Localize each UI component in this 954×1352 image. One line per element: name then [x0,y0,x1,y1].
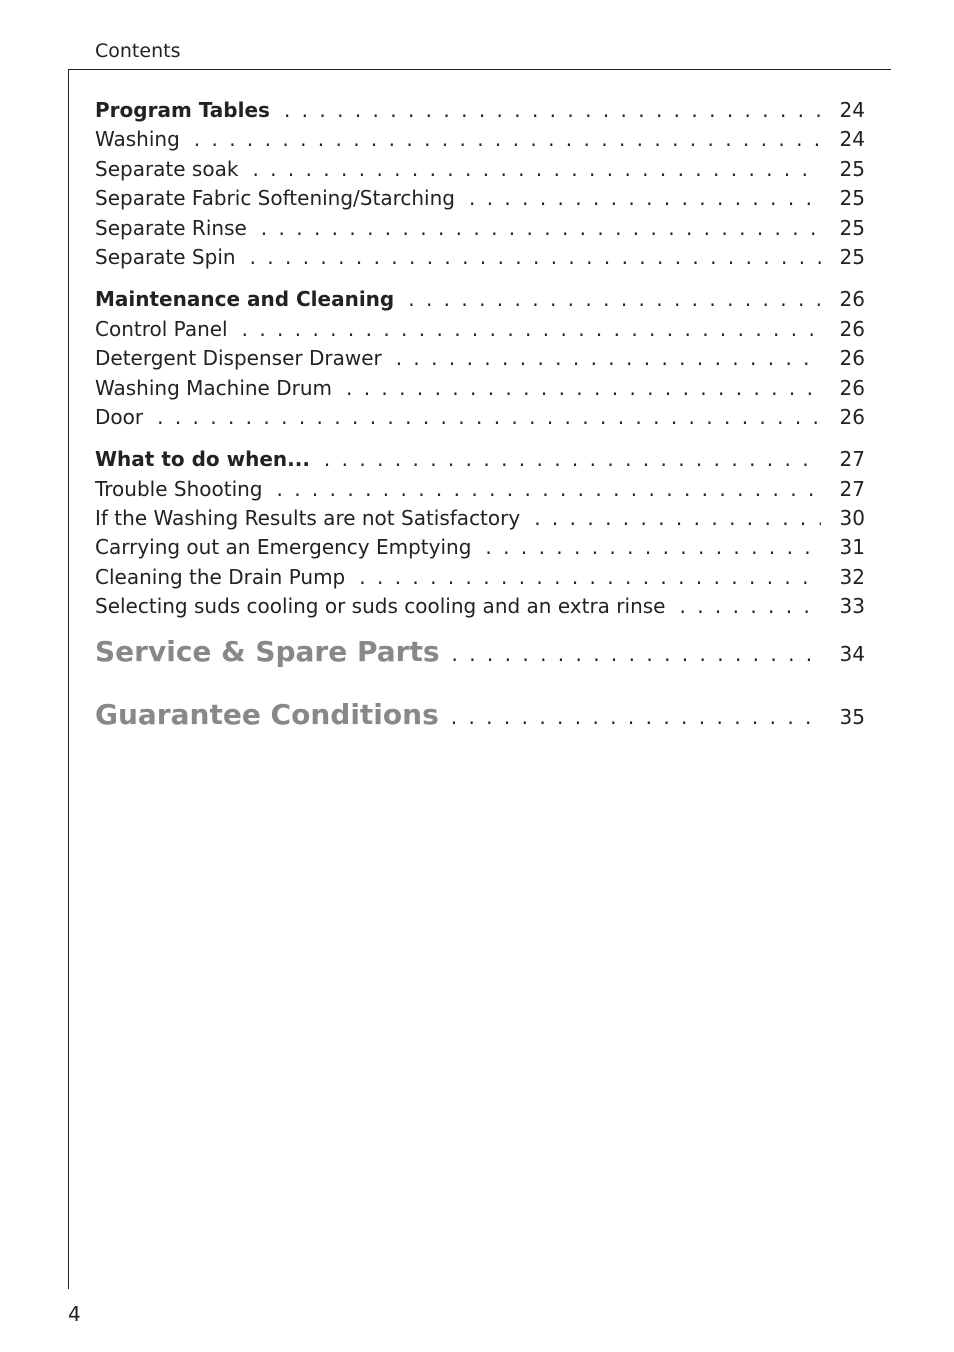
toc-entry-label: Washing [95,127,180,152]
toc-section-what-to-do [95,445,865,621]
toc-entry[interactable] [95,563,865,592]
toc-entry[interactable] [95,214,865,243]
dot-leader [451,705,821,729]
toc-entry-page: 30 [839,506,865,531]
dot-leader [346,374,821,403]
toc-entry-label: Maintenance and Cleaning [95,287,395,312]
dot-leader [485,533,821,562]
toc-entry[interactable] [95,403,865,432]
dot-leader [277,475,822,504]
toc-entry[interactable] [95,155,865,184]
toc-entry-label: Carrying out an Emergency Emptying [95,535,472,560]
toc-section-maintenance [95,285,865,432]
toc-entry-page: 27 [839,447,865,472]
toc-entry[interactable] [95,184,865,213]
toc-major-page: 35 [839,704,865,729]
toc-entry-label: Detergent Dispenser Drawer [95,346,382,371]
toc-entry-label: What to do when... [95,447,310,472]
toc-entry-label: Selecting suds cooling or suds cooling and an extra rinse [95,594,666,619]
toc-entry-page: 25 [839,215,865,240]
toc-entry-page: 24 [839,98,865,122]
toc-entry-page: 32 [839,564,865,589]
toc-major-label: Service & Spare Parts [95,634,440,668]
dot-leader [252,155,821,184]
toc-entry-page: 24 [839,127,865,152]
toc-entry-page: 31 [839,535,865,560]
toc-entry[interactable] [95,592,865,621]
dot-leader [469,184,821,213]
toc-entry-page: 26 [839,287,865,312]
toc-major-label: Guarantee Conditions [95,697,439,731]
toc-entry-label: Separate Fabric Softening/Starching [95,186,455,211]
toc-entry-page: 26 [839,316,865,341]
dot-leader [242,315,821,344]
toc-entry[interactable] [95,243,865,272]
toc-entry[interactable] [95,504,865,533]
toc-major-guarantee-conditions[interactable] [95,698,865,757]
toc-entry-page: 25 [839,156,865,181]
toc-entry-page: 25 [839,244,865,269]
dot-leader [324,445,821,474]
margin-rule [68,69,69,1289]
dot-leader [250,243,821,272]
dot-leader [396,344,821,373]
toc-entry-page: 27 [839,476,865,501]
dot-leader [157,403,821,432]
toc-major-page: 34 [839,641,865,666]
dot-leader [261,214,821,243]
dot-leader [194,125,821,154]
toc-entry-label: Washing Machine Drum [95,375,332,400]
toc-entry-label: Control Panel [95,316,228,341]
header-rule [68,69,891,70]
toc-entry[interactable] [95,445,865,474]
toc-entry-page: 26 [839,375,865,400]
dot-leader [452,642,822,666]
dot-leader [284,96,821,125]
toc-entry[interactable] [95,285,865,314]
toc-entry-label: Trouble Shooting [95,476,263,501]
toc-entry-page: 33 [839,594,865,619]
toc-entry-label: Separate soak [95,156,239,181]
toc-entry[interactable] [95,315,865,344]
toc-entry[interactable] [95,533,865,562]
toc-section-program-tables [95,96,865,272]
toc-entry-label: If the Washing Results are not Satisfactory [95,506,521,531]
dot-leader [534,504,821,533]
dot-leader [679,592,821,621]
page-header-title: Contents [95,40,181,62]
toc-entry-page: 26 [839,346,865,371]
dot-leader [408,285,821,314]
toc-entry-label: Door [95,404,144,429]
toc-entry[interactable] [95,125,865,154]
toc-major-service-spare-parts[interactable] [95,635,865,694]
toc-entry-label: Separate Rinse [95,215,247,240]
toc-entry-label: Cleaning the Drain Pump [95,564,346,589]
page-number: 4 [68,1302,81,1326]
toc-entry-label: Separate Spin [95,244,236,269]
toc-entry[interactable] [95,96,865,125]
toc-entry-label: Program Tables [95,98,270,122]
toc-entry-page: 25 [839,186,865,211]
table-of-contents [95,96,865,757]
toc-entry[interactable] [95,475,865,504]
toc-entry[interactable] [95,344,865,373]
toc-entry[interactable] [95,374,865,403]
dot-leader [359,563,821,592]
toc-entry-page: 26 [839,404,865,429]
